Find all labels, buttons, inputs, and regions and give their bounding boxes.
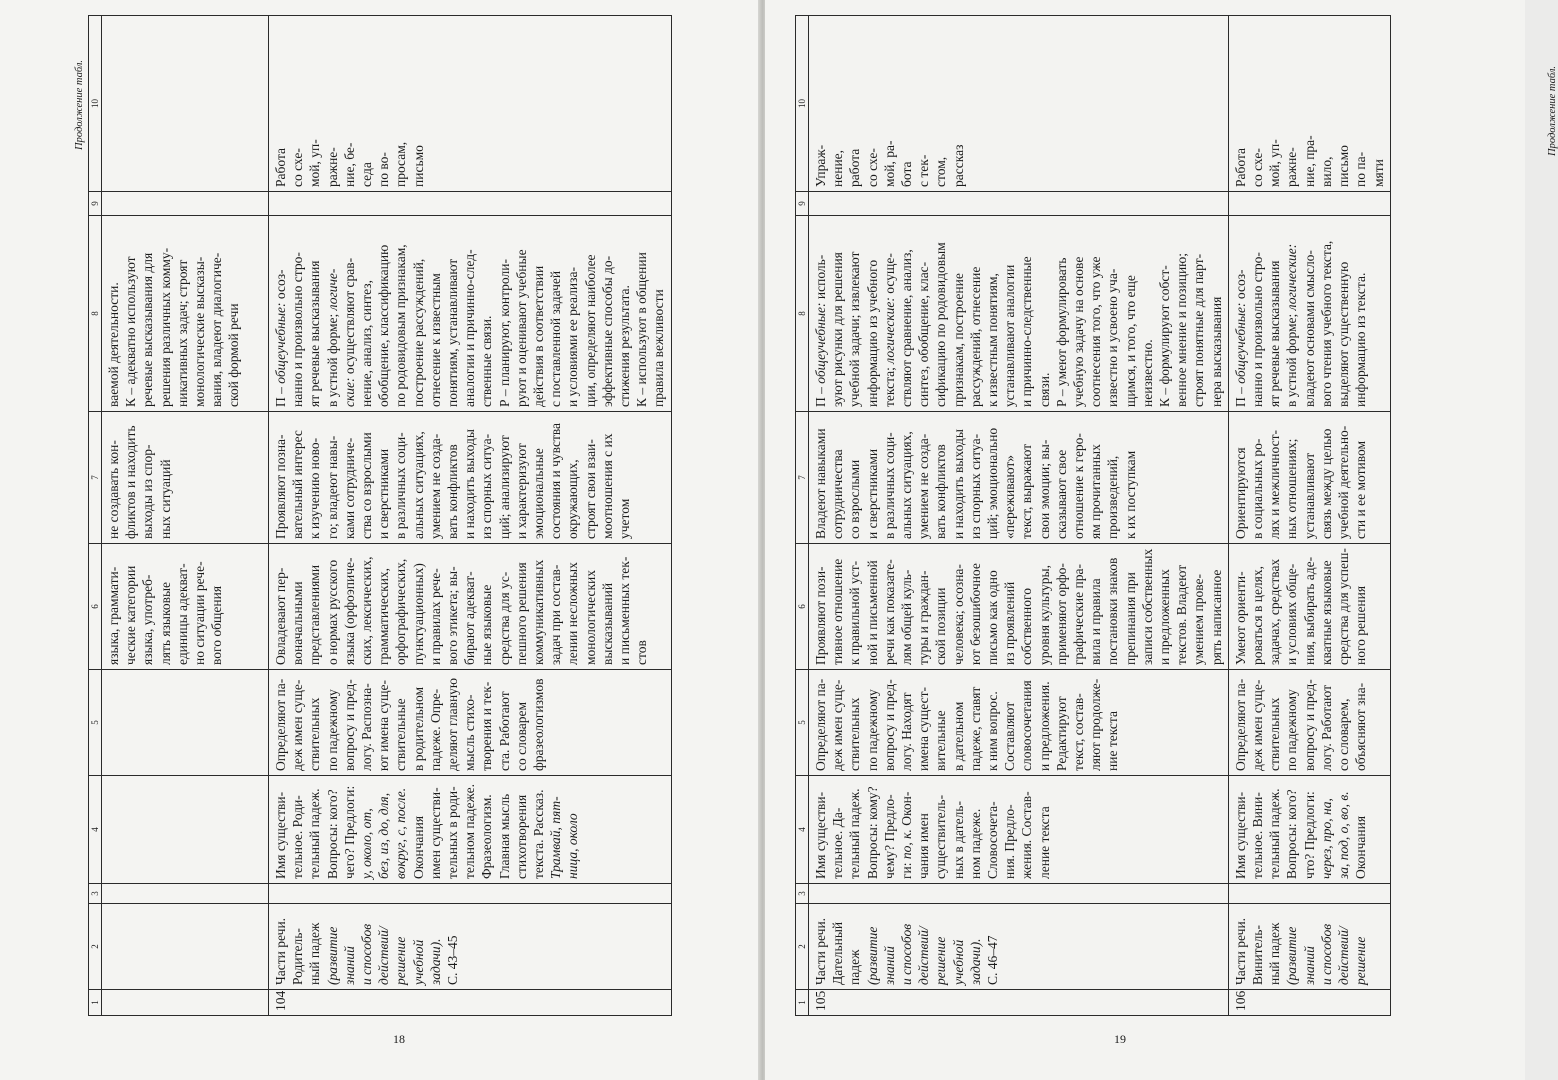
page-right (765, 0, 1558, 1080)
meta-text-2: владеют основами смысло- вого чтения учебного текста, выделяют существенную информацию из текста. (1301, 240, 1369, 407)
cell-control (269, 192, 672, 216)
meta-label: П – (1232, 387, 1248, 407)
table-row (1228, 16, 1390, 1016)
col-number: 3 (89, 884, 102, 904)
meta-text: осоз- нанно и произвольно стро- ят речевые высказывания в устной форме; (273, 252, 340, 407)
cell-meta-results (269, 216, 672, 412)
cell-subject-results: Проявляют пози- тивное отношение к правильной уст- ной и письменной речи как показате- лям общей куль- туры и граждан- ской позиции человека; осозна- ют безошибочное письмо как одно из проявлений собственного уровня культуры, применяют орфо- графические пра- вила и правила постановки знаков препинания при записи собственных и предложенных текстов. Владеют умением прове- рять написанное (809, 544, 1229, 670)
topic-pages: С. 46–47 (985, 935, 1001, 985)
cell-form: Упраж- нение, работа со схе- мой, ра- бота с тек- стом, рассказ (809, 16, 1229, 192)
cell-lesson-number: 106 (1228, 990, 1390, 1016)
topic-type-text: (развитие знаний и способов действий/ решение учебной задачи). (864, 923, 983, 985)
cell-personal-results: Владеют навыками сотрудничества со взрослыми и сверстниками в различных соци- альных ситуациях, умением не созда- вать конфликтов и находить выходы из спорных ситуа- ций; эмоционально «переживают» текст, выражают свои эмоции; вы- сказывают свое отношение к геро- ям прочитанных произведений, к их поступкам (809, 412, 1229, 544)
cell-content (809, 776, 1229, 884)
meta-label-italic: общеучебные: (273, 302, 288, 384)
cell-empty (102, 990, 269, 1016)
col-number: 5 (89, 670, 102, 776)
page-left (0, 0, 760, 1080)
topic-pages: С. 43–45 (445, 935, 461, 985)
cell-empty (102, 884, 269, 904)
meta-text: исполь- зуют рисунки для решения учебной задачи; извлекают информацию из учебного текста; (813, 251, 897, 407)
cell-lesson-topic (809, 904, 1229, 990)
col-number: 6 (89, 544, 102, 670)
content-prepositions: через, про, на, за, под, о, во, в. (1318, 791, 1352, 879)
col-number: 6 (796, 544, 809, 670)
lesson-table (88, 15, 672, 1016)
col-number: 4 (89, 776, 102, 884)
content-text: Имя существи- тельное. Да- тельный падеж. Вопросы: кому? чему? Предло- ги: (813, 786, 915, 879)
col-number: 9 (89, 192, 102, 216)
cell-activity: Определяют па- деж имен суще- ствительных по падежному вопросу и пред- логу. Распозна- ют имена суще- ствительные в родительном падеже. Опре- деляют главную мысль стихо- творения и тек- ста. Работают со словарем фразеологизмов (269, 670, 672, 776)
table-row (809, 16, 1229, 1016)
cell-activity: Определяют па- деж имен суще- ствительных по падежному вопросу и пред- логу. Находят имена сущест- вительные в дательном падеже, ставят к ним вопрос. Составляют словосочетания и предложения. Редактируют текст, состав- ляют продолже- ние текста (809, 670, 1229, 776)
topic-type-text: (развитие знаний и способов действий/ решение учебной задачи). (324, 923, 443, 985)
cell-personal-results: Ориентируются в социальных ро- лях и межличност- ных отношениях; устанавливают связь между целью учебной деятельно- сти и ее мотивом (1228, 412, 1390, 544)
col-number: 5 (796, 670, 809, 776)
topic-text: Части речи. Дательный падеж (813, 917, 863, 985)
table-row (269, 16, 672, 1016)
cell-empty (102, 904, 269, 990)
cell-empty (102, 192, 269, 216)
cell-hours (1228, 884, 1390, 904)
col-number: 3 (796, 884, 809, 904)
content-vocabulary: Трамвай, пят- ница, около (548, 796, 581, 879)
content-text-2: Окон- чания имен существитель- ных в датель- ном падеже. Словосочета- ния. Предло- жения. Состав- ление текста (899, 791, 1052, 879)
cell-lesson-number: 104 (269, 990, 672, 1016)
cell-personal-results: Проявляют позна- вательный интерес к изучению ново- го; владеют навы- ками сотрудниче- ства со взрослыми и сверстниками в различных соци- альных ситуациях, умением не созда- вать конфликтов и находить выходы из спорных ситуа- ций; анализируют и характеризуют эмоциональные состояния и чувства окружающих, строят свои взаи- моотношения с их учетом (269, 412, 672, 544)
meta-italic: логиче- ские: (324, 268, 357, 407)
cell-subject-results: Овладевают пер- воначальными представлениями о нормах русского языка (орфоэпиче- ских, лексических, грамматических, орфографических, пунктуационных) и правилах рече- вого этикета; вы- бирают адекват- ные языковые средства для ус- пешного решения коммуникативных задач при состав- лении несложных монологических высказываний и письменных тек- стов (269, 544, 672, 670)
content-text: Имя существи- тельное. Вини- тельный падеж. Вопросы: кого? что? Предлоги: (1232, 788, 1317, 879)
cell-meta-results (809, 216, 1229, 412)
column-number-row (796, 16, 809, 1016)
col-number: 2 (796, 904, 809, 990)
cell-personal-results: не создавать кон- фликтов и находить выходы из спор- ных ситуаций (102, 412, 269, 544)
content-text-2: Окончания (1353, 815, 1369, 879)
cell-content (269, 776, 672, 884)
cell-empty (102, 16, 269, 192)
cell-form: Работа со схе- мой, уп- ражне- ние, бе- седа по во- просам, письмо (269, 16, 672, 192)
topic-text: Части речи. Родитель- ный падеж (273, 917, 323, 985)
table-row-continuation (102, 16, 269, 1016)
cell-control (1228, 192, 1390, 216)
content-prepositions: у, около, от, без, из, до, для, вокруг, с, после. (359, 787, 409, 879)
meta-label-italic: общеучебные: (813, 302, 828, 384)
col-number: 7 (89, 412, 102, 544)
cell-control (809, 192, 1229, 216)
topic-text: Части речи. Винитель- ный падеж (1232, 917, 1283, 985)
col-number: 7 (796, 412, 809, 544)
cell-empty (102, 670, 269, 776)
page-number: 19 (1114, 1032, 1126, 1046)
meta-text: осоз- нанно и произвольно стро- ят речевые высказывания в устной форме; (1232, 252, 1300, 407)
col-number: 1 (796, 990, 809, 1016)
cell-activity: Определяют па- деж имен суще- ствительных по падежному вопросу и пред- логу. Работают со словарем, объясняют зна- (1228, 670, 1390, 776)
meta-italic: логические: (1284, 243, 1300, 311)
content-text: Имя существи- тельное. Роди- тельный падеж. Вопросы: кого? чего? Предлоги: (273, 785, 357, 879)
table-rotated (795, 16, 1471, 1016)
col-number: 10 (89, 16, 102, 192)
meta-label: П – (813, 387, 828, 407)
cell-subject-results: Умеют ориенти- роваться в целях, задачах, средствах и условиях обще- ния, выбирать аде- кватные языковые средства для успеш- ного решения (1228, 544, 1390, 670)
col-number: 10 (796, 16, 809, 192)
cell-hours (809, 884, 1229, 904)
cell-subject-results: языка, граммати- ческие категории языка, употреб- лять языковые единицы адекват- но ситуации рече- вого общения (102, 544, 269, 670)
col-number: 8 (796, 216, 809, 412)
cell-lesson-topic (269, 904, 672, 990)
topic-type-text: (развитие знаний и способов действий/ решение (1284, 923, 1369, 985)
col-number: 2 (89, 904, 102, 990)
cell-meta-results: ваемой деятельности. К – адекватно используют речевые высказывания для решения различных комму- никативных задач; строят монологические высказы- вания, владеют диалогиче- ской формой речи (102, 216, 269, 412)
cell-hours (269, 884, 672, 904)
column-number-row (89, 16, 102, 1016)
meta-label: П – (273, 387, 288, 407)
content-prepositions: по, к. (899, 829, 915, 860)
cell-empty (102, 776, 269, 884)
table-rotated (88, 16, 764, 1016)
col-number: 4 (796, 776, 809, 884)
col-number: 9 (796, 192, 809, 216)
cell-lesson-topic (1228, 904, 1390, 990)
meta-italic: логические: (881, 297, 897, 364)
cell-content (1228, 776, 1390, 884)
cell-form: Работа со схе- мой, уп- ражне- ние, пра- вило, письмо по па- мяти (1228, 16, 1390, 192)
meta-text-2: осуще- ствляют сравнение, анализ, синтез, обобщение, клас- сификацию по родовидовым признакам, построение рассуждений, отнесение к известным понятиям, устанавливают аналогии и причинно-следственные связи. Р – умеют формулировать учебную задачу на основе соотнесения того, что уже известно и усвоено уча- щимся, и того, что еще неизвестно. К – формулируют собст- венное мнение и позицию; строят понятные для парт- нера высказывания (881, 242, 1224, 407)
meta-label-italic: общеучебные: (1232, 302, 1248, 384)
caption-continuation: Продолжение табл. (74, 59, 85, 150)
lesson-table (795, 15, 1391, 1016)
page-number: 18 (393, 1032, 405, 1046)
cell-lesson-number: 105 (809, 990, 1229, 1016)
caption-continuation: Продолжение табл. (1547, 65, 1558, 156)
col-number: 1 (89, 990, 102, 1016)
cell-meta-results (1228, 216, 1390, 412)
col-number: 8 (89, 216, 102, 412)
meta-text-2: осуществляют срав- нение, анализ, синтез, обобщение, классификацию по родовидовым признакам, построение рассуждений, отнесение к известным понятиям, устанавливают аналогии и причинно-след- ственные связи. Р – планируют, контроли- руют и оценивают учебные действия в соответствии с поставленной задачей и условиями ее реализа- ции, определяют наиболее эффективные способы до- стижения результата. К – используют в общении правила вежливости (341, 244, 667, 407)
content-text-2: Окончания имен существи- тельных в роди- тельном падеже. Фразеологизм. Главная мысль стихотворения текста. Рассказ. (410, 783, 547, 879)
